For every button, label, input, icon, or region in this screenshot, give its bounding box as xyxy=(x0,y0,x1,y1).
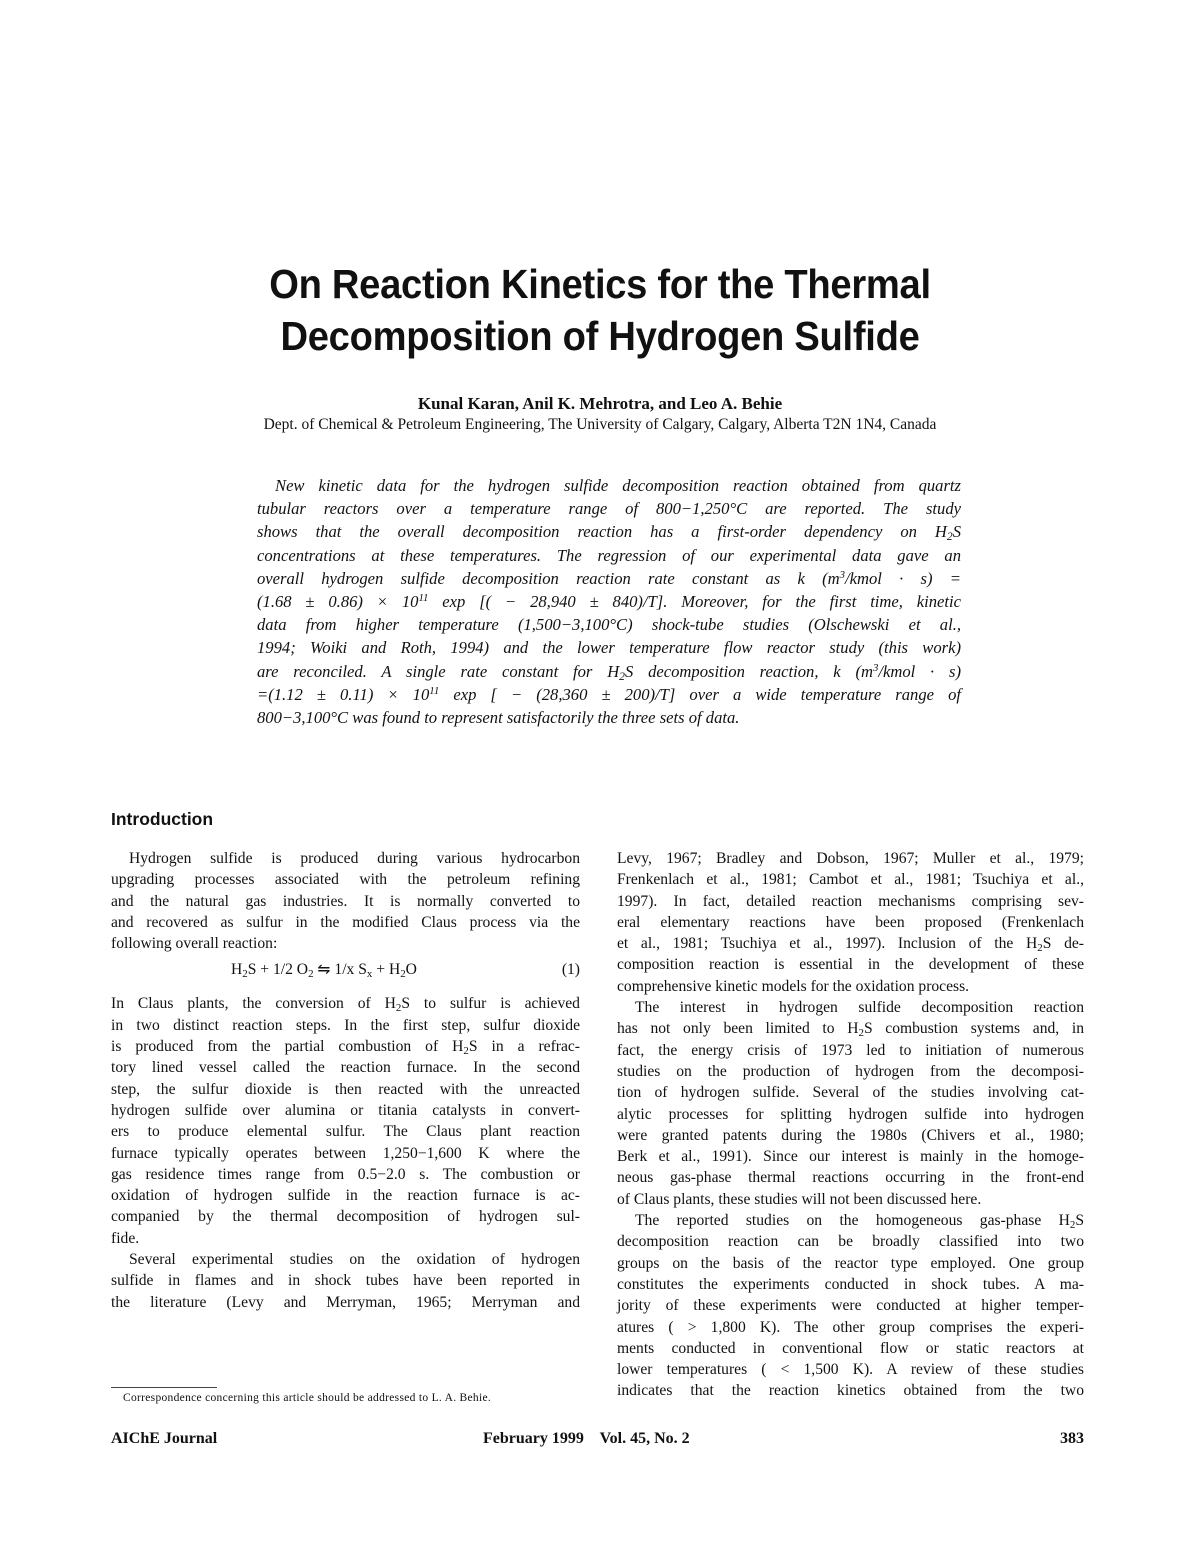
abstract-line: shows that the overall decomposition reaction has a first-order dependency on $H_2S$ xyxy=(257,522,961,544)
abstract-line: New kinetic data for the hydrogen sulfide decomposition reaction obtained from quartz xyxy=(275,476,961,495)
text-line: Berk et al., 1991). Since our interest is mainly in the homoge- xyxy=(617,1148,1084,1166)
text-line: et al., 1981; Tsuchiya et al., 1997). Inclusion of the $H_2S$ de- xyxy=(617,935,1084,955)
correspondence-footnote: Correspondence concerning this article should be addressed to L. A. Behie. xyxy=(123,1392,492,1404)
text-line: were granted patents during the 1980s (Chivers et al., 1980; xyxy=(617,1126,1084,1144)
text-line: of Claus plants, these studies will not been discussed here. xyxy=(617,1190,982,1208)
text-line: companied by the thermal decomposition of hydrogen sul- xyxy=(111,1208,580,1226)
text-line: The interest in hydrogen sulfide decomposition reaction xyxy=(635,999,1084,1017)
text-line: fide. xyxy=(111,1229,140,1247)
left-column xyxy=(111,848,580,1313)
abstract-line: concentrations at these temperatures. The regression of our experimental data gave an xyxy=(257,545,961,565)
text-line: comprehensive kinetic models for the oxidation process. xyxy=(617,977,970,995)
text-line: gas residence times range from 0.5−2.0 s. The combustion or xyxy=(111,1165,580,1183)
text-line: composition reaction is essential in the development of these xyxy=(617,956,1084,974)
abstract-line: $=(1.12 \pm 0.11) \times 10^{11}$ exp [ − (28,360 ± 200)/T] over a wide temperature range of xyxy=(257,684,961,704)
text-line: decomposition reaction can be broadly classified into two xyxy=(617,1233,1084,1251)
text-line: tory lined vessel called the reaction furnace. In the second xyxy=(111,1059,580,1077)
text-line: sulfide in flames and in shock tubes have been reported in xyxy=(111,1272,580,1290)
text-line: upgrading processes associated with the petroleum refining xyxy=(111,871,580,889)
text-line: ments conducted in conventional flow or static reactors at xyxy=(617,1339,1084,1357)
right-column xyxy=(617,848,1084,1402)
text-line: step, the sulfur dioxide is then reacted with the unreacted xyxy=(111,1080,580,1098)
affiliation: Dept. of Chemical & Petroleum Engineering, The University of Calgary, Calgary, Alberta T2N 1N4, Canada xyxy=(263,416,937,433)
text-line: and the natural gas industries. It is normally converted to xyxy=(111,892,580,910)
abstract xyxy=(257,474,961,729)
text-line: neous gas-phase thermal reactions occurring in the front-end xyxy=(617,1169,1084,1187)
abstract-line: tubular reactors over a temperature range of 800−1,250°C are reported. The study xyxy=(257,499,961,519)
text-line: has not only been limited to $H_2S$ combustion systems and, in xyxy=(617,1020,1084,1040)
text-line: The reported studies on the homogeneous gas-phase $H_2S$ xyxy=(635,1212,1084,1232)
issue-info: February 1999 Vol. 45, No. 2 xyxy=(483,1430,690,1447)
text-line: lower temperatures ( < 1,500 K). A review of these studies xyxy=(617,1361,1084,1379)
text-line: studies on the production of hydrogen from the decomposi- xyxy=(617,1062,1084,1080)
text-line: Several experimental studies on the oxidation of hydrogen xyxy=(129,1251,580,1269)
text-line: the literature (Levy and Merryman, 1965; Merryman and xyxy=(111,1293,580,1311)
section-heading-introduction: Introduction xyxy=(111,809,214,829)
abstract-line: overall hydrogen sulfide decomposition reaction rate constant as k ($m^3$/kmol · s) = xyxy=(257,568,961,588)
abstract-line: 800−3,100°C was found to represent satisfactorily the three sets of data. xyxy=(257,707,740,727)
text-line: Levy, 1967; Bradley and Dobson, 1967; Muller et al., 1979; xyxy=(617,850,1084,867)
text-line: Frenkenlach et al., 1981; Cambot et al., 1981; Tsuchiya et al., xyxy=(617,871,1084,889)
abstract-line: data from higher temperature (1,500−3,100°C) shock-tube studies (Olschewski et al., xyxy=(257,615,961,635)
text-line: Hydrogen sulfide is produced during various hydrocarbon xyxy=(129,850,580,867)
text-line: tion of hydrogen sulfide. Several of the studies involving cat- xyxy=(617,1084,1084,1102)
text-line: is produced from the partial combustion of $H_2S$ in a refrac- xyxy=(111,1038,580,1058)
abstract-line: are reconciled. A single rate constant for $H_2S$ decomposition reaction, k ($m^3$/kmol · s) xyxy=(257,661,961,683)
text-line: indicates that the reaction kinetics obtained from the two xyxy=(617,1382,1084,1400)
text-line: alytic processes for splitting hydrogen sulfide into hydrogen xyxy=(617,1105,1084,1123)
title-line-1: On Reaction Kinetics for the Thermal xyxy=(269,261,931,307)
text-line: oxidation of hydrogen sulfide in the reaction furnace is ac- xyxy=(111,1187,580,1205)
article-title xyxy=(42,258,1158,362)
text-line: ers to produce elemental sulfur. The Claus plant reaction xyxy=(111,1123,580,1141)
text-line: furnace typically operates between 1,250−1,600 K where the xyxy=(111,1144,580,1162)
equation-number: (1) xyxy=(561,961,580,979)
page-number: 383 xyxy=(1060,1430,1084,1447)
text-line: 1997). In fact, detailed reaction mechanisms comprising sev- xyxy=(617,892,1084,910)
equation-body: $H_2S + 1/2$ $O_2$ ⇋ 1/x $S_x + H_2O$ xyxy=(231,961,417,981)
footnote-divider xyxy=(111,1387,217,1388)
text-line: in two distinct reaction steps. In the first step, sulfur dioxide xyxy=(111,1016,580,1034)
abstract-line: $(1.68 \pm 0.86) \times 10^{11}$ exp [( − 28,940 ± 840)/T]. Moreover, for the first time, kinetic xyxy=(257,591,961,611)
text-line: groups on the basis of the reactor type employed. One group xyxy=(617,1254,1084,1272)
journal-name: AIChE Journal xyxy=(111,1430,218,1447)
text-line: eral elementary reactions have been proposed (Frenkenlach xyxy=(617,913,1084,931)
equation-1 xyxy=(111,959,580,989)
abstract-line: 1994; Woiki and Roth, 1994) and the lower temperature flow reactor study (this work) xyxy=(257,638,961,658)
text-line: and recovered as sulfur in the modified Claus process via the xyxy=(111,913,580,931)
title-line-2: Decomposition of Hydrogen Sulfide xyxy=(280,313,920,359)
author-list: Kunal Karan, Anil K. Mehrotra, and Leo A. Behie xyxy=(417,394,783,413)
text-line: following overall reaction: xyxy=(111,935,278,953)
text-line: constitutes the experiments conducted in shock tubes. A ma- xyxy=(617,1275,1084,1293)
text-line: fact, the energy crisis of 1973 led to initiation of numerous xyxy=(617,1041,1084,1059)
text-line: In Claus plants, the conversion of $H_2S$ to sulfur is achieved xyxy=(111,995,580,1015)
text-line: hydrogen sulfide over alumina or titania catalysts in convert- xyxy=(111,1101,580,1119)
text-line: atures ( > 1,800 K). The other group comprises the experi- xyxy=(617,1318,1084,1336)
text-line: jority of these experiments were conducted at higher temper- xyxy=(617,1297,1084,1315)
